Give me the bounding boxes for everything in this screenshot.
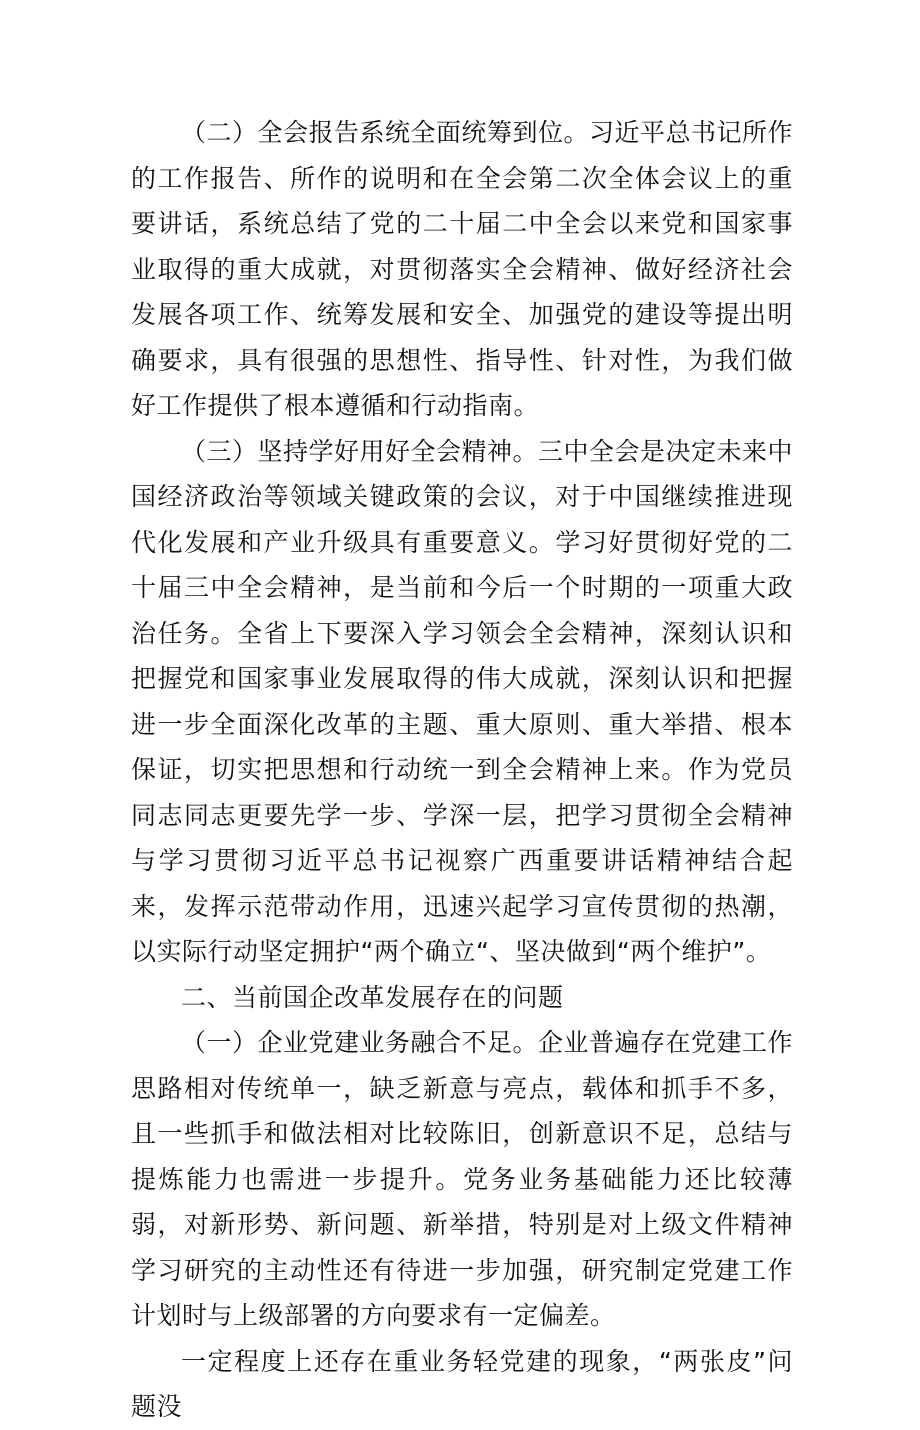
- section-heading-problems: 二、当前国企改革发展存在的问题: [181, 982, 564, 1012]
- paragraph-section-2: （二）全会报告系统全面统筹到位。习近平总书记所作的工作报告、所作的说明和在全会第二次全体会议上的重要讲话，系统总结了党的二十届二中全会以来党和国家事业取得的重大成就，对贯彻落实全会精神、做好经济社会发展各项工作、统筹发展和安全、加强党的建设等提出明确要求，具有很强的思想性、指导性、针对性，为我们做好工作提供了根本遵循和行动指南。: [131, 118, 794, 420]
- paragraph-problem-1: （一）企业党建业务融合不足。企业普遍存在党建工作思路相对传统单一，缺乏新意与亮点，载体和抓手不多，且一些抓手和做法相对比较陈旧，创新意识不足，总结与提炼能力也需进一步提升。党务业务基础能力还比较薄弱，对新形势、新问题、新举措，特别是对上级文件精神学习研究的主动性还有待进一步加强，研究制定党建工作计划时与上级部署的方向要求有一定偏差。: [131, 1028, 794, 1330]
- document-body: [131, 110, 793, 1430]
- paragraph-continuation: 一定程度上还存在重业务轻党建的现象，“两张皮”问题没: [131, 1346, 793, 1421]
- paragraph-section-3: （三）坚持学好用好全会精神。三中全会是决定未来中国经济政治等领域关键政策的会议，对于中国继续推进现代化发展和产业升级具有重要意义。学习好贯彻好党的二十届三中全会精神，是当前和今后一个时期的一项重大政治任务。全省上下要深入学习领会全会精神，深刻认识和把握党和国家事业发展取得的伟大成就，深刻认识和把握进一步全面深化改革的主题、重大原则、重大举措、根本保证，切实把思想和行动统一到全会精神上来。作为党员同志同志更要先学一步、学深一层，把学习贯彻全会精神与学习贯彻习近平总书记视察广西重要讲话精神结合起来，发挥示范带动作用，迅速兴起学习宣传贯彻的热潮，以实际行动坚定拥护“两个确立“、坚决做到“两个维护”。: [131, 436, 794, 966]
